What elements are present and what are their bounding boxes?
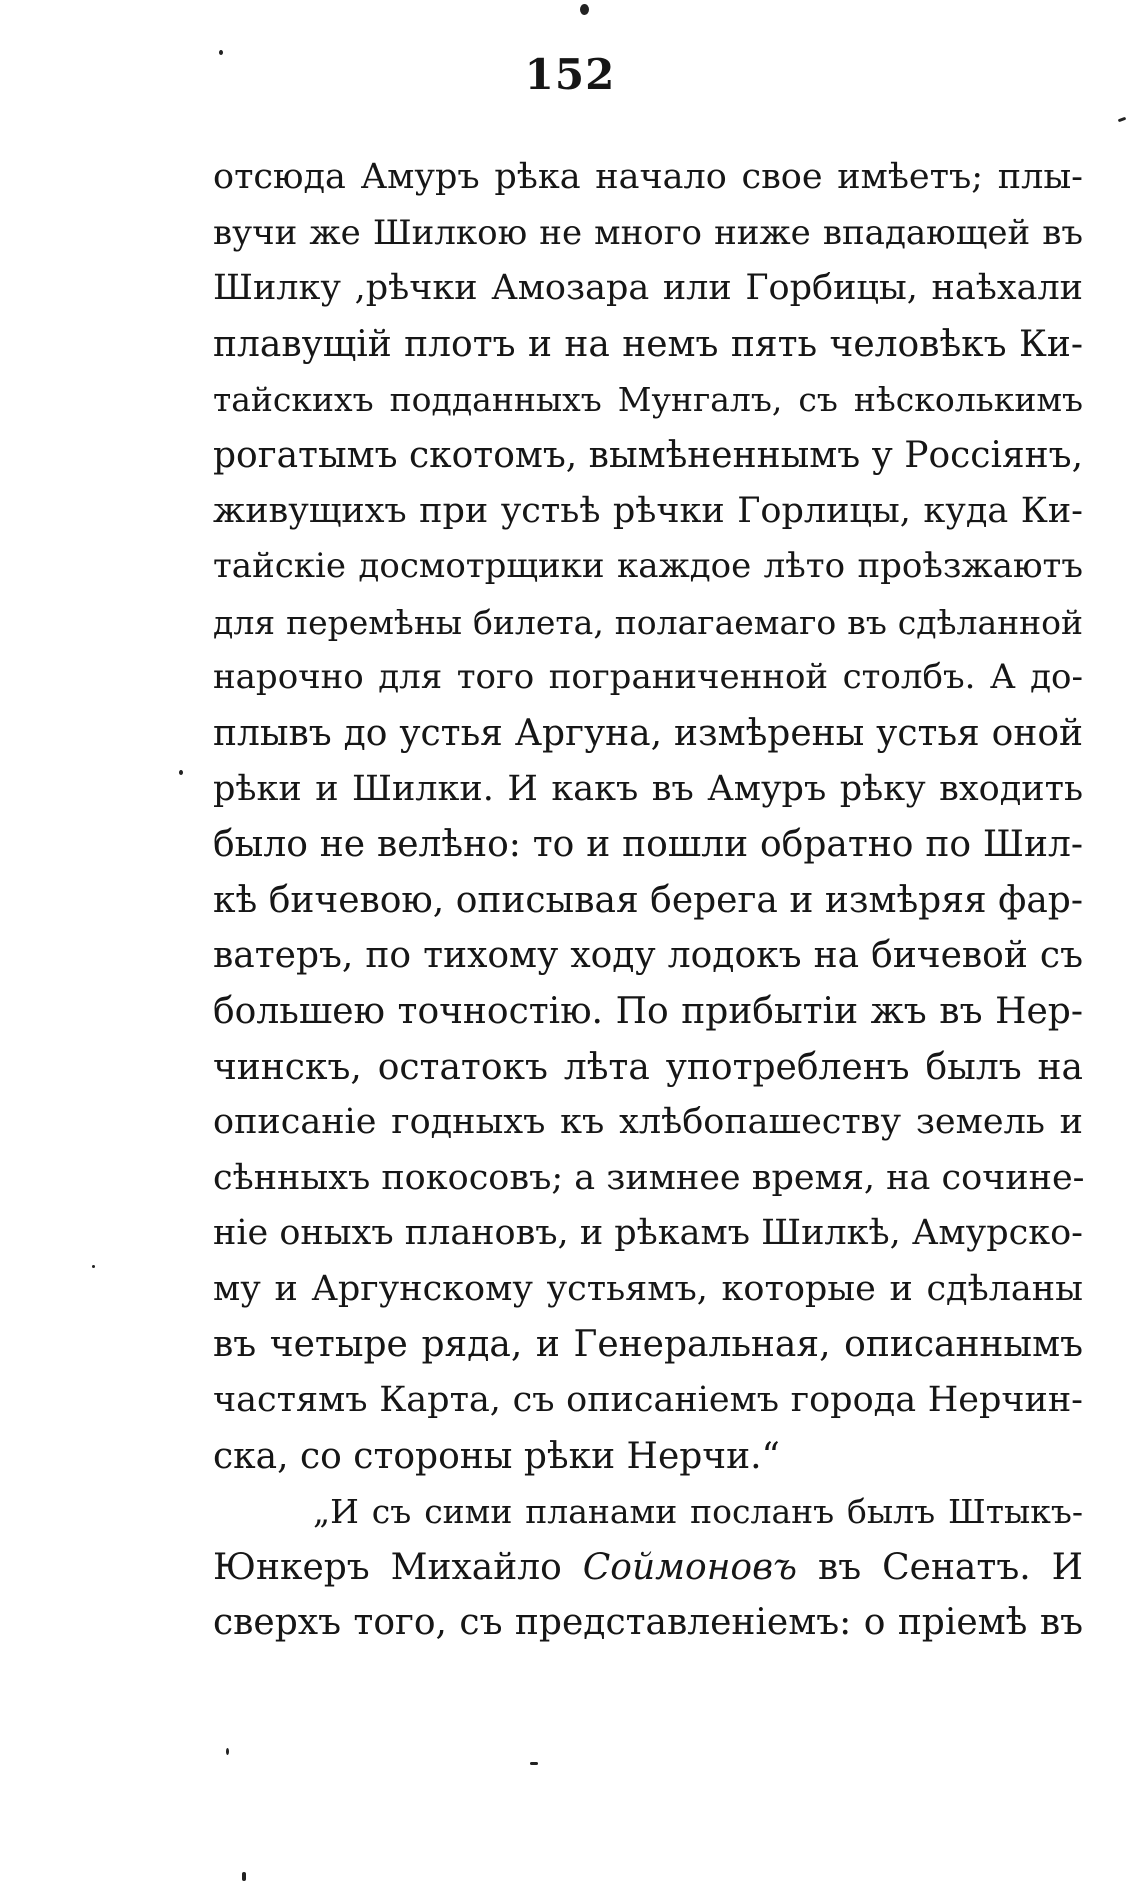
- text-line: большею точностію. По прибытіи жъ въ Нер-: [213, 990, 1083, 1032]
- text-line: [213, 1540, 1083, 1596]
- page-number: 152: [524, 50, 616, 99]
- text-line: чинскъ, остатокъ лѣта употребленъ былъ на: [213, 1046, 1083, 1088]
- text-line: Шилку ,рѣчки Амозара или Горбицы, наѣхали: [213, 268, 1083, 309]
- text-line: тайскіе досмотрщики каждое лѣто проѣзжаютъ: [213, 546, 1083, 587]
- text-line: му и Аргунскому устьямъ, которые и сдѣланы: [213, 1268, 1083, 1309]
- text-line: въ четыре ряда, и Генеральная, описаннымъ: [213, 1324, 1083, 1366]
- text-fragment: Юнкеръ Михайло: [213, 1546, 583, 1588]
- ink-speck: [242, 1872, 246, 1881]
- text-line: рѣки и Шилки. И какъ въ Амуръ рѣку входить: [213, 768, 1083, 809]
- top-ink-dot: [580, 4, 589, 15]
- ink-speck: [179, 770, 183, 775]
- text-line: отсюда Амуръ рѣка начало свое имѣетъ; плы-: [213, 157, 1083, 197]
- text-line: было не велѣно: то и пошли обратно по Шил-: [213, 824, 1083, 866]
- text-line: тайскихъ подданныхъ Мунгалъ, съ нѣсколькимъ: [213, 380, 1083, 420]
- text-line: ска, со стороны рѣки Нерчи.“: [213, 1435, 780, 1477]
- text-line: живущихъ при устьѣ рѣчки Горлицы, куда Ки-: [213, 490, 1083, 531]
- body-text: [213, 150, 1083, 1651]
- italic-name: Соймоновъ: [582, 1546, 798, 1588]
- text-line: сѣнныхъ покосовъ; а зимнее время, на сочине-: [213, 1157, 1085, 1198]
- text-fragment: въ Сенатъ. И: [797, 1546, 1083, 1588]
- text-line: для перемѣны билета, полагаемаго въ сдѣланной: [213, 602, 1083, 642]
- text-line: рогатымъ скотомъ, вымѣненнымъ у Россіянъ,: [213, 434, 1084, 476]
- text-line: ватеръ, по тихому ходу лодокъ на бичевой съ: [213, 935, 1083, 977]
- text-line: кѣ бичевою, описывая берега и измѣряя фар-: [213, 879, 1083, 921]
- text-line: плавущій плотъ и на немъ пять человѣкъ Ки-: [213, 323, 1083, 365]
- text-line: сверхъ того, съ представленіемъ: о пріемѣ въ: [213, 1602, 1083, 1644]
- text-line: ніе оныхъ плановъ, и рѣкамъ Шилкѣ, Амурско-: [213, 1213, 1083, 1254]
- text-line: вучи же Шилкою не много ниже впадающей въ: [213, 212, 1083, 253]
- ink-speck: [92, 1265, 95, 1268]
- ink-speck: [530, 1762, 538, 1765]
- ink-speck: [226, 1748, 229, 1755]
- text-line: частямъ Карта, съ описаніемъ города Нерчин-: [213, 1380, 1083, 1421]
- ink-speck: [1118, 117, 1127, 123]
- paragraph-first-line: „И съ сими планами посланъ былъ Штыкъ-: [313, 1492, 1083, 1532]
- text-line: нарочно для того пограниченной столбъ. А до-: [213, 657, 1083, 698]
- text-line: описаніе годныхъ къ хлѣбопашеству земель и: [213, 1102, 1083, 1143]
- text-line: плывъ до устья Аргуна, измѣрены устья оной: [213, 712, 1083, 754]
